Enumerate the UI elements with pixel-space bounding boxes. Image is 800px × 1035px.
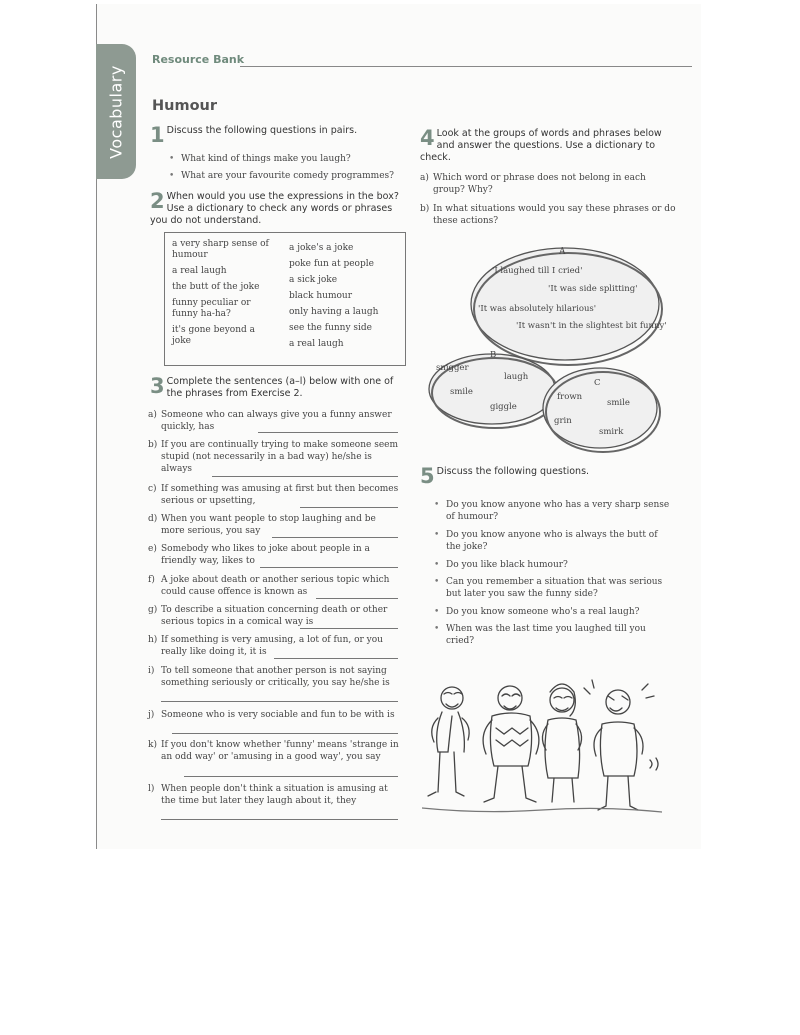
answer-line[interactable]	[316, 598, 398, 599]
item-text: A joke about death or another serious topic which could cause offence is known as	[161, 575, 390, 597]
group-c-word: smile	[607, 398, 630, 408]
item-text: If something was amusing at first but then becomes serious or upsetting,	[161, 484, 399, 506]
exercise-2	[150, 191, 405, 227]
group-b-label: B	[490, 350, 497, 360]
answer-line[interactable]	[212, 476, 398, 477]
group-b-word: snigger	[436, 363, 469, 373]
item-text: To describe a situation concerning death or other serious topics in a comical way is	[161, 605, 388, 627]
list-item: • Do you know anyone who has a very sharp sense of humour?	[446, 499, 674, 523]
item-letter: f)	[148, 575, 155, 585]
question-item	[420, 172, 676, 196]
item-letter: c)	[148, 484, 157, 494]
question-item	[148, 665, 400, 689]
group-c-word: grin	[554, 416, 572, 426]
exercise-5	[420, 466, 676, 486]
expression: a joke's a joke	[289, 243, 354, 253]
answer-line[interactable]	[300, 628, 398, 629]
box-column-left	[172, 239, 272, 352]
answer-line[interactable]	[272, 537, 398, 538]
question-item	[148, 513, 400, 537]
expression: poke fun at people	[289, 259, 374, 269]
exercise-instruction: Complete the sentences (a–l) below with one of the phrases from Exercise 2.	[166, 376, 394, 399]
group-a-phrase: 'I laughed till I cried'	[492, 266, 583, 276]
resource-bank-label: Resource Bank	[152, 53, 245, 66]
section-tab	[96, 44, 136, 179]
answer-line[interactable]	[260, 567, 398, 568]
answer-line[interactable]	[184, 776, 398, 777]
expression: see the funny side	[289, 323, 372, 333]
answer-line[interactable]	[161, 819, 398, 820]
word-groups-diagram	[420, 236, 670, 458]
item-letter: e)	[148, 544, 157, 554]
group-b-word: laugh	[504, 372, 529, 382]
exercise-instruction: Look at the groups of words and phrases below and answer the questions. Use a dictionary to check.	[420, 128, 662, 163]
item-letter: j)	[148, 710, 155, 720]
expression: a very sharp sense of humour	[172, 239, 269, 260]
question-item	[148, 604, 400, 628]
question-item	[148, 709, 400, 721]
answer-line[interactable]	[300, 507, 398, 508]
list-item: • Do you like black humour?	[446, 559, 674, 571]
exercise-3	[150, 376, 405, 400]
question-item	[148, 574, 400, 598]
list-item: • What are your favourite comedy programmes?	[181, 170, 411, 182]
item-text: When you want people to stop laughing and be more serious, you say	[161, 514, 376, 536]
item-letter: d)	[148, 514, 158, 524]
expression: a real laugh	[172, 266, 227, 276]
question-item	[148, 439, 400, 475]
expression: a sick joke	[289, 275, 338, 285]
expression: it's gone beyond a joke	[172, 325, 255, 346]
group-a-phrase: 'It wasn't in the slightest bit funny'	[516, 321, 667, 331]
item-text: If you are continually trying to make someone seem stupid (not necessarily in a bad way) he/she is always	[161, 440, 399, 474]
item-text: Somebody who likes to joke about people in a friendly way, likes to	[161, 544, 370, 566]
list-item: • What kind of things make you laugh?	[181, 153, 401, 165]
list-item: • When was the last time you laughed till you cried?	[446, 623, 674, 647]
exercise-1	[150, 125, 410, 145]
item-letter: b)	[420, 204, 430, 214]
item-letter: a)	[420, 173, 429, 183]
exercise-number: 2	[150, 189, 165, 213]
group-a-phrase: 'It was absolutely hilarious'	[478, 304, 597, 314]
item-letter: k)	[148, 740, 157, 750]
item-text: Someone who is very sociable and fun to be with is	[161, 710, 395, 720]
group-c-label: C	[594, 378, 601, 388]
group-c-word: smirk	[599, 427, 624, 437]
group-c-word: frown	[557, 392, 583, 402]
list-item: • Do you know anyone who is always the butt of the joke?	[446, 529, 674, 553]
item-text: Someone who can always give you a funny answer quickly, has	[161, 410, 392, 432]
question-item	[148, 483, 400, 507]
item-text: Which word or phrase does not belong in each group? Why?	[433, 173, 646, 195]
item-text: If you don't know whether 'funny' means 'strange in an odd way' or 'amusing in a good way', you say	[161, 740, 399, 762]
answer-line[interactable]	[274, 658, 398, 659]
expression: the butt of the joke	[172, 282, 260, 292]
exercise-instruction: Discuss the following questions in pairs.	[166, 125, 358, 136]
exercise-number: 1	[150, 123, 165, 147]
box-column-right	[289, 243, 399, 355]
exercise-instruction: Discuss the following questions.	[436, 466, 590, 477]
header-rule	[240, 66, 692, 67]
exercise-instruction: When would you use the expressions in the box? Use a dictionary to check any words or phrases you do not understand.	[150, 191, 399, 226]
group-b-word: smile	[450, 387, 473, 397]
expression: only having a laugh	[289, 307, 379, 317]
item-letter: a)	[148, 410, 157, 420]
expression: black humour	[289, 291, 353, 301]
expression: a real laugh	[289, 339, 344, 349]
group-a-label: A	[559, 247, 566, 257]
question-item	[420, 203, 676, 227]
item-text: If something is very amusing, a lot of fun, or you really like doing it, it is	[161, 635, 383, 657]
exercise-number: 3	[150, 374, 165, 398]
item-letter: l)	[148, 784, 155, 794]
item-letter: h)	[148, 635, 158, 645]
answer-line[interactable]	[258, 432, 398, 433]
list-item: • Do you know someone who's a real laugh?	[446, 606, 674, 618]
question-item	[148, 783, 400, 807]
section-tab-label: Vocabulary	[106, 64, 126, 159]
question-item	[148, 409, 400, 433]
question-item	[148, 739, 400, 763]
question-item	[148, 543, 400, 567]
answer-line[interactable]	[172, 733, 398, 734]
group-b-word: giggle	[490, 402, 517, 412]
item-text: In what situations would you say these phrases or do these actions?	[433, 204, 676, 226]
item-text: To tell someone that another person is not saying something seriously or critically, you say he/she is	[161, 666, 390, 688]
exercise-4	[420, 128, 676, 164]
question-item	[148, 634, 400, 658]
item-letter: g)	[148, 605, 158, 615]
expression: funny peculiar or funny ha-ha?	[172, 298, 251, 319]
exercise-number: 5	[420, 464, 435, 488]
group-a-phrase: 'It was side splitting'	[548, 284, 638, 294]
item-letter: b)	[148, 440, 158, 450]
page-title: Humour	[152, 98, 218, 114]
expressions-box	[164, 232, 406, 366]
laughing-people-cartoon-icon	[422, 668, 662, 828]
item-letter: i)	[148, 666, 155, 676]
item-text: When people don't think a situation is amusing at the time but later they laugh about it, they	[161, 784, 388, 806]
answer-line[interactable]	[161, 701, 398, 702]
list-item: • Can you remember a situation that was serious but later you saw the funny side?	[446, 576, 674, 600]
exercise-number: 4	[420, 126, 435, 150]
